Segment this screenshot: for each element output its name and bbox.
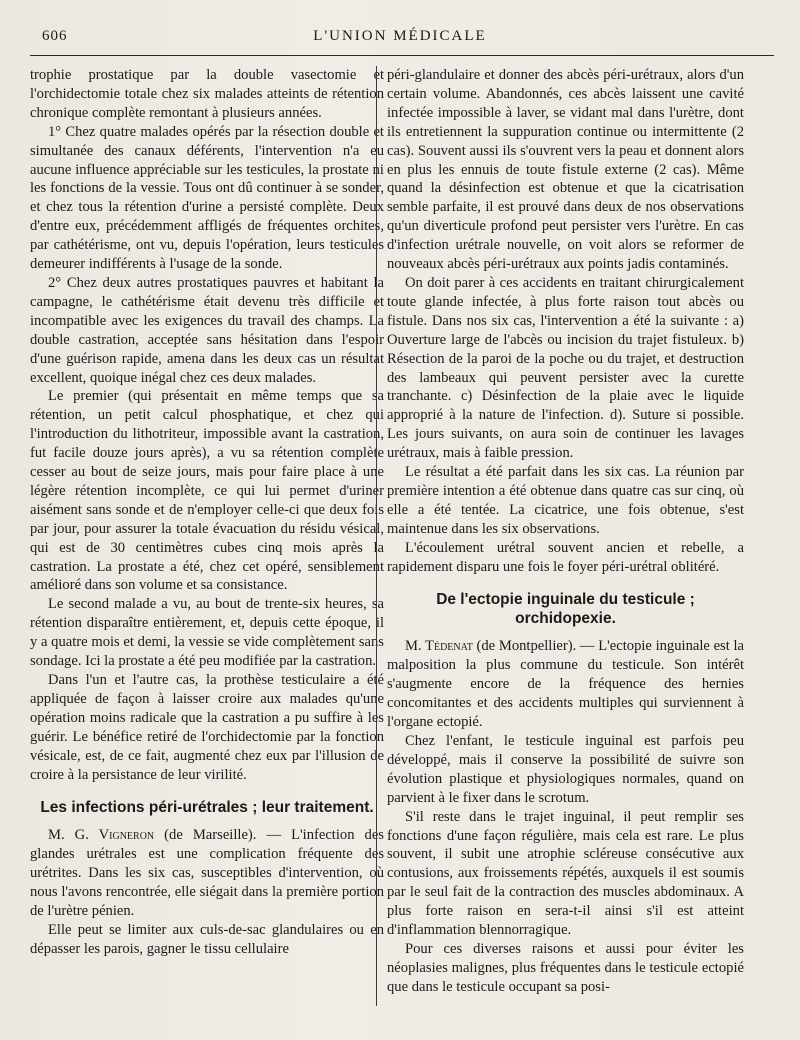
paragraph: Le second malade a vu, au bout de trente-six heures, sa rétention disparaître entièrement, et, depuis cette époque, il y a quatre mois et demi, la vessie se vide complètement sans sondage. Ici la prostate a été peu modifiée par la castration. xyxy=(30,596,384,670)
section-heading: De l'ectopie inguinale du testicule ; orchidopexie. xyxy=(436,591,695,628)
paragraph: trophie prostatique par la double vasectomie et l'orchidectomie totale chez six malades atteints de rétention chronique complète remontant à plusieurs années. xyxy=(30,67,384,121)
paragraph xyxy=(30,826,384,921)
paragraph-text: (de Marseille). — L'infection des glandes urétrales est une complication fréquente des urétrites. Dans les six cas, susceptibles d'intervention, où nous l'avons rencontrée, elle siégait dans la première portion de l'urètre pénien. xyxy=(30,827,384,920)
right-column xyxy=(387,66,744,997)
paragraph-text: (de Montpellier). — L'ectopie inguinale est la malposition la plus commune du testicule. Son intérêt s'augmente encore de la fréquence des hernies concomitantes et des accidents multiples qui surviennent à l'organe ectopié. xyxy=(387,638,744,731)
paragraph: péri-glandulaire et donner des abcès péri-urétraux, alors d'un certain volume. Abandonnés, ces abcès laissent une cavité infectée impossible à laver, se vidant mal dans l'urètre, dont ils entretiennent la suppuration continue ou intermittente (2 cas). Souvent aussi ils s'ouvrent vers la peau et donnent alors en plus les ennuis de toute fistule externe (2 cas). Même quand la désinfection est obtenue et que la cicatrisation semble parfaite, il est prouvé dans deux de nos observations qu'un diverticule profond peut persister vers l'urètre. En cas d'infection urétrale nouvelle, on voit alors se reformer de nouveaux abcès péri-urétraux aux points jadis contaminés. xyxy=(387,67,744,273)
paragraph: 2° Chez deux autres prostatiques pauvres et habitant la campagne, le cathétérisme était devenu très difficile et incompatible avec les exigences du travail des champs. La double castration, acceptée sans hésitation dans l'espoir d'une guérison rapide, amena dans les deux cas un résultat excellent, quoique inégal chez ces deux malades. xyxy=(30,274,384,386)
paragraph: Le premier (qui présentait en même temps que sa rétention, un petit calcul phosphatique, et chez qui l'introduction du lithotriteur, impossible avant la castration, fut facile douze jours après), a vu sa rétention complète cesser au bout de seize jours, mais pour faire place à une légère rétention incomplète, ce qui lui permet d'uriner aisément sans sonde et de n'employer celle-ci que deux fois par jour, pour assurer la totale évacuation du résidu vésical, qui est de 30 centimètres cubes cinq mois après la castration. La prostate a été, chez cet opéré, sensiblement amélioré dans son volume et sa consistance. xyxy=(30,388,384,594)
paragraph: Le résultat a été parfait dans les six cas. La réunion par première intention a été obtenue dans quatre cas sur cinq, où elle a été tentée. La cicatrice, une fois obtenue, s'est maintenue dans les six observations. xyxy=(387,464,744,537)
paragraph: Elle peut se limiter aux culs-de-sac glandulaires ou en dépasser les parois, gagner le tissu cellulaire xyxy=(30,921,384,957)
paragraph: Pour ces diverses raisons et aussi pour éviter les néoplasies malignes, plus fréquentes dans le testicule ectopié que dans le testicule occupant sa posi- xyxy=(387,940,744,995)
paragraph: Dans l'un et l'autre cas, la prothèse testiculaire a été appliquée de façon à laisser croire aux malades qu'une opération moins radicale que la castration a pu suffire à les guérir. Le bénéfice retiré de l'orchidectomie par la fonction vésicale, est, de ce fait, augmenté chez eux par l'illusion de croire à la persistance de leur virilité. xyxy=(30,672,384,783)
journal-title: L'UNION MÉDICALE xyxy=(313,28,487,44)
paragraph: Chez l'enfant, le testicule inguinal est parfois peu développé, mais il conserve la possibilité de suivre son évolution plastique et physiologiques normales, quand on parvient à le fixer dans le scrotum. xyxy=(387,733,744,806)
paragraph: S'il reste dans le trajet inguinal, il peut remplir ses fonctions d'une façon régulière, mais cela est rare. Le plus souvent, il subit une atrophie scléreuse consécutive aux contusions, aux froissements répétés, auxquels il est soumis par le seul fait de la contraction des muscles abdominaux. A plus forte raison en sera-t-il ainsi s'il est atteint d'inflammation blennorragique. xyxy=(387,808,744,939)
left-column xyxy=(30,66,384,959)
paragraph xyxy=(387,637,744,732)
paragraph: 1° Chez quatre malades opérés par la résection double et simultanée des canaux déférents, l'intervention n'a eu aucune influence appréciable sur les testicules, la prostate ni les fonctions de la vessie. Tous ont dû continuer à se sonder, et chez tous la rétention d'urine a persisté complète. Deux d'entre eux, précédemment affligés de fréquentes orchites, par cathétérisme, ont vu, depuis l'opération, leurs testicules demeurer indifférents à l'usage de la sonde. xyxy=(30,123,384,273)
page-number: 606 xyxy=(42,28,68,44)
author-name: M. G. Vigneron xyxy=(48,827,155,844)
paragraph: On doit parer à ces accidents en traitant chirurgicalement toute glande infectée, à plus forte raison tout abcès ou fistule. Dans nos six cas, l'intervention a été la suivante : a) Ouverture large de l'abcès ou incision du trajet fistuleux. b) Résection de la paroi de la poche ou du trajet, et destruction des lambeaux qui peuvent persister avec la curette tranchante. c) Désinfection de la plaie avec le liquide approprié à la nature de l'infection. d). Suture si possible. Les jours suivants, on aura soin de continuer les lavages urétraux, mais à faible pression. xyxy=(387,274,744,462)
running-head xyxy=(30,28,770,50)
paragraph: L'écoulement urétral souvent ancien et rebelle, a rapidement disparu une fois le foyer péri-urétral oblitéré. xyxy=(387,539,744,575)
column-divider xyxy=(376,66,377,1006)
author-name: M. Tédenat xyxy=(405,638,473,655)
header-rule xyxy=(30,55,774,56)
section-heading: Les infections péri-urétrales ; leur traitement. xyxy=(40,799,374,817)
